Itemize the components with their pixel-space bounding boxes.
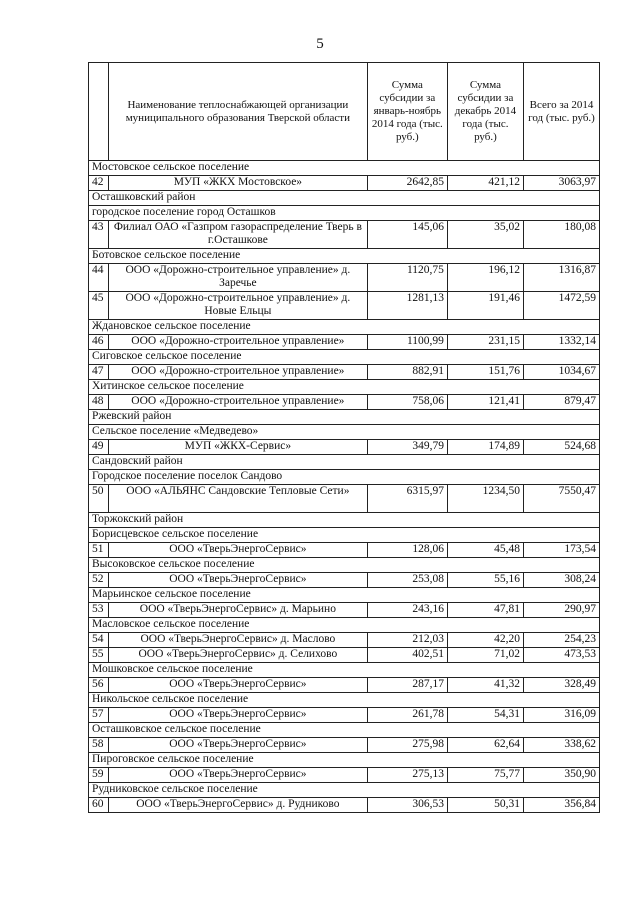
- group-header-row: [89, 528, 600, 543]
- group-title: городское поселение город Осташков: [89, 206, 600, 221]
- total-value: 524,68: [523, 440, 599, 455]
- group-title: Осташковское сельское поселение: [89, 723, 600, 738]
- group-title: Ботовское сельское поселение: [89, 249, 600, 264]
- group-title: Осташковский район: [89, 191, 600, 206]
- group-title: Высоковское сельское поселение: [89, 558, 600, 573]
- jan-nov-value: 349,79: [367, 440, 447, 455]
- organization-name: ООО «ТверьЭнергоСервис» д. Селихово: [109, 648, 368, 663]
- group-header-row: [89, 410, 600, 425]
- table-row: [89, 292, 600, 320]
- jan-nov-value: 2642,85: [367, 176, 447, 191]
- row-number: 56: [89, 678, 109, 693]
- total-value: 350,90: [523, 768, 599, 783]
- group-header-row: [89, 663, 600, 678]
- total-value: 328,49: [523, 678, 599, 693]
- december-value: 121,41: [447, 395, 523, 410]
- jan-nov-value: 145,06: [367, 221, 447, 249]
- group-header-row: [89, 470, 600, 485]
- row-number: 45: [89, 292, 109, 320]
- row-number: 51: [89, 543, 109, 558]
- table-row: [89, 603, 600, 618]
- jan-nov-value: 261,78: [367, 708, 447, 723]
- group-header-row: [89, 513, 600, 528]
- row-number: 58: [89, 738, 109, 753]
- december-value: 231,15: [447, 335, 523, 350]
- table-row: [89, 264, 600, 292]
- group-title: Рудниковское сельское поселение: [89, 783, 600, 798]
- december-value: 151,76: [447, 365, 523, 380]
- organization-name: ООО «Дорожно-строительное управление»: [109, 365, 368, 380]
- group-header-row: [89, 191, 600, 206]
- jan-nov-value: 287,17: [367, 678, 447, 693]
- header-number-cell: [89, 63, 109, 161]
- header-december-subsidy: Сумма субсидии за декабрь 2014 года (тыс. руб.): [447, 63, 523, 161]
- group-title: Городское поселение поселок Сандово: [89, 470, 600, 485]
- december-value: 42,20: [447, 633, 523, 648]
- group-header-row: [89, 558, 600, 573]
- table-body: [89, 161, 600, 813]
- row-number: 55: [89, 648, 109, 663]
- total-value: 7550,47: [523, 485, 599, 513]
- group-title: Мостовское сельское поселение: [89, 161, 600, 176]
- group-header-row: [89, 380, 600, 395]
- total-value: 308,24: [523, 573, 599, 588]
- total-value: 254,23: [523, 633, 599, 648]
- header-jan-nov-subsidy: Сумма субсидии за январь-ноябрь 2014 года (тыс. руб.): [367, 63, 447, 161]
- group-title: Пироговское сельское поселение: [89, 753, 600, 768]
- group-header-row: [89, 455, 600, 470]
- row-number: 59: [89, 768, 109, 783]
- december-value: 62,64: [447, 738, 523, 753]
- december-value: 196,12: [447, 264, 523, 292]
- row-number: 52: [89, 573, 109, 588]
- table-row: [89, 176, 600, 191]
- organization-name: Филиал ОАО «Газпром газораспределение Тверь в г.Осташкове: [109, 221, 368, 249]
- organization-name: ООО «Дорожно-строительное управление» д. Заречье: [109, 264, 368, 292]
- group-title: Хитинское сельское поселение: [89, 380, 600, 395]
- group-header-row: [89, 249, 600, 264]
- row-number: 54: [89, 633, 109, 648]
- december-value: 35,02: [447, 221, 523, 249]
- table-row: [89, 633, 600, 648]
- header-total-2014: Всего за 2014 год (тыс. руб.): [523, 63, 599, 161]
- table-row: [89, 798, 600, 813]
- total-value: 473,53: [523, 648, 599, 663]
- row-number: 53: [89, 603, 109, 618]
- december-value: 75,77: [447, 768, 523, 783]
- group-title: Сандовский район: [89, 455, 600, 470]
- jan-nov-value: 243,16: [367, 603, 447, 618]
- table-row: [89, 365, 600, 380]
- organization-name: ООО «ТверьЭнергоСервис»: [109, 738, 368, 753]
- organization-name: ООО «ТверьЭнергоСервис»: [109, 573, 368, 588]
- table-row: [89, 708, 600, 723]
- page-number: 5: [316, 36, 324, 52]
- organization-name: ООО «ТверьЭнергоСервис»: [109, 768, 368, 783]
- row-number: 43: [89, 221, 109, 249]
- row-number: 47: [89, 365, 109, 380]
- december-value: 191,46: [447, 292, 523, 320]
- total-value: 1034,67: [523, 365, 599, 380]
- row-number: 60: [89, 798, 109, 813]
- december-value: 45,48: [447, 543, 523, 558]
- group-header-row: [89, 783, 600, 798]
- total-value: 173,54: [523, 543, 599, 558]
- jan-nov-value: 128,06: [367, 543, 447, 558]
- total-value: 316,09: [523, 708, 599, 723]
- jan-nov-value: 758,06: [367, 395, 447, 410]
- group-title: Никольское сельское поселение: [89, 693, 600, 708]
- jan-nov-value: 1120,75: [367, 264, 447, 292]
- group-title: Торжокский район: [89, 513, 600, 528]
- table-row: [89, 543, 600, 558]
- total-value: 356,84: [523, 798, 599, 813]
- jan-nov-value: 882,91: [367, 365, 447, 380]
- group-header-row: [89, 320, 600, 335]
- december-value: 54,31: [447, 708, 523, 723]
- subsidy-table: [88, 62, 600, 813]
- row-number: 49: [89, 440, 109, 455]
- group-header-row: [89, 161, 600, 176]
- table-row: [89, 395, 600, 410]
- organization-name: ООО «АЛЬЯНС Сандовские Тепловые Сети»: [109, 485, 368, 513]
- december-value: 421,12: [447, 176, 523, 191]
- group-header-row: [89, 753, 600, 768]
- group-title: Мошковское сельское поселение: [89, 663, 600, 678]
- december-value: 71,02: [447, 648, 523, 663]
- jan-nov-value: 275,13: [367, 768, 447, 783]
- jan-nov-value: 275,98: [367, 738, 447, 753]
- table-row: [89, 768, 600, 783]
- total-value: 879,47: [523, 395, 599, 410]
- table-header-row: [89, 63, 600, 161]
- total-value: 290,97: [523, 603, 599, 618]
- organization-name: ООО «ТверьЭнергоСервис» д. Марьино: [109, 603, 368, 618]
- group-title: Ржевский район: [89, 410, 600, 425]
- total-value: 1316,87: [523, 264, 599, 292]
- organization-name: ООО «ТверьЭнергоСервис» д. Рудниково: [109, 798, 368, 813]
- total-value: 1332,14: [523, 335, 599, 350]
- table-row: [89, 678, 600, 693]
- jan-nov-value: 6315,97: [367, 485, 447, 513]
- organization-name: ООО «ТверьЭнергоСервис»: [109, 708, 368, 723]
- jan-nov-value: 1281,13: [367, 292, 447, 320]
- table-row: [89, 648, 600, 663]
- table-row: [89, 485, 600, 513]
- total-value: 180,08: [523, 221, 599, 249]
- jan-nov-value: 306,53: [367, 798, 447, 813]
- row-number: 42: [89, 176, 109, 191]
- jan-nov-value: 253,08: [367, 573, 447, 588]
- organization-name: ООО «Дорожно-строительное управление»: [109, 395, 368, 410]
- december-value: 47,81: [447, 603, 523, 618]
- group-title: Сельское поселение «Медведево»: [89, 425, 600, 440]
- total-value: 3063,97: [523, 176, 599, 191]
- group-title: Сиговское сельское поселение: [89, 350, 600, 365]
- table-row: [89, 738, 600, 753]
- group-header-row: [89, 693, 600, 708]
- table-row: [89, 221, 600, 249]
- organization-name: ООО «Дорожно-строительное управление» д. Новые Ельцы: [109, 292, 368, 320]
- group-title: Ждановское сельское поселение: [89, 320, 600, 335]
- group-title: Борисцевское сельское поселение: [89, 528, 600, 543]
- organization-name: МУП «ЖКХ-Сервис»: [109, 440, 368, 455]
- december-value: 41,32: [447, 678, 523, 693]
- december-value: 55,16: [447, 573, 523, 588]
- group-header-row: [89, 206, 600, 221]
- table-row: [89, 440, 600, 455]
- table-row: [89, 335, 600, 350]
- organization-name: ООО «Дорожно-строительное управление»: [109, 335, 368, 350]
- table-row: [89, 573, 600, 588]
- total-value: 338,62: [523, 738, 599, 753]
- jan-nov-value: 402,51: [367, 648, 447, 663]
- group-header-row: [89, 350, 600, 365]
- organization-name: МУП «ЖКХ Мостовское»: [109, 176, 368, 191]
- header-organization: Наименование теплоснабжающей организации муниципального образования Тверской области: [109, 63, 368, 161]
- organization-name: ООО «ТверьЭнергоСервис»: [109, 678, 368, 693]
- row-number: 50: [89, 485, 109, 513]
- jan-nov-value: 212,03: [367, 633, 447, 648]
- group-header-row: [89, 588, 600, 603]
- total-value: 1472,59: [523, 292, 599, 320]
- row-number: 46: [89, 335, 109, 350]
- organization-name: ООО «ТверьЭнергоСервис» д. Маслово: [109, 633, 368, 648]
- group-header-row: [89, 618, 600, 633]
- group-title: Масловское сельское поселение: [89, 618, 600, 633]
- december-value: 174,89: [447, 440, 523, 455]
- group-header-row: [89, 425, 600, 440]
- december-value: 1234,50: [447, 485, 523, 513]
- row-number: 48: [89, 395, 109, 410]
- row-number: 57: [89, 708, 109, 723]
- group-header-row: [89, 723, 600, 738]
- group-title: Марьинское сельское поселение: [89, 588, 600, 603]
- december-value: 50,31: [447, 798, 523, 813]
- jan-nov-value: 1100,99: [367, 335, 447, 350]
- row-number: 44: [89, 264, 109, 292]
- organization-name: ООО «ТверьЭнергоСервис»: [109, 543, 368, 558]
